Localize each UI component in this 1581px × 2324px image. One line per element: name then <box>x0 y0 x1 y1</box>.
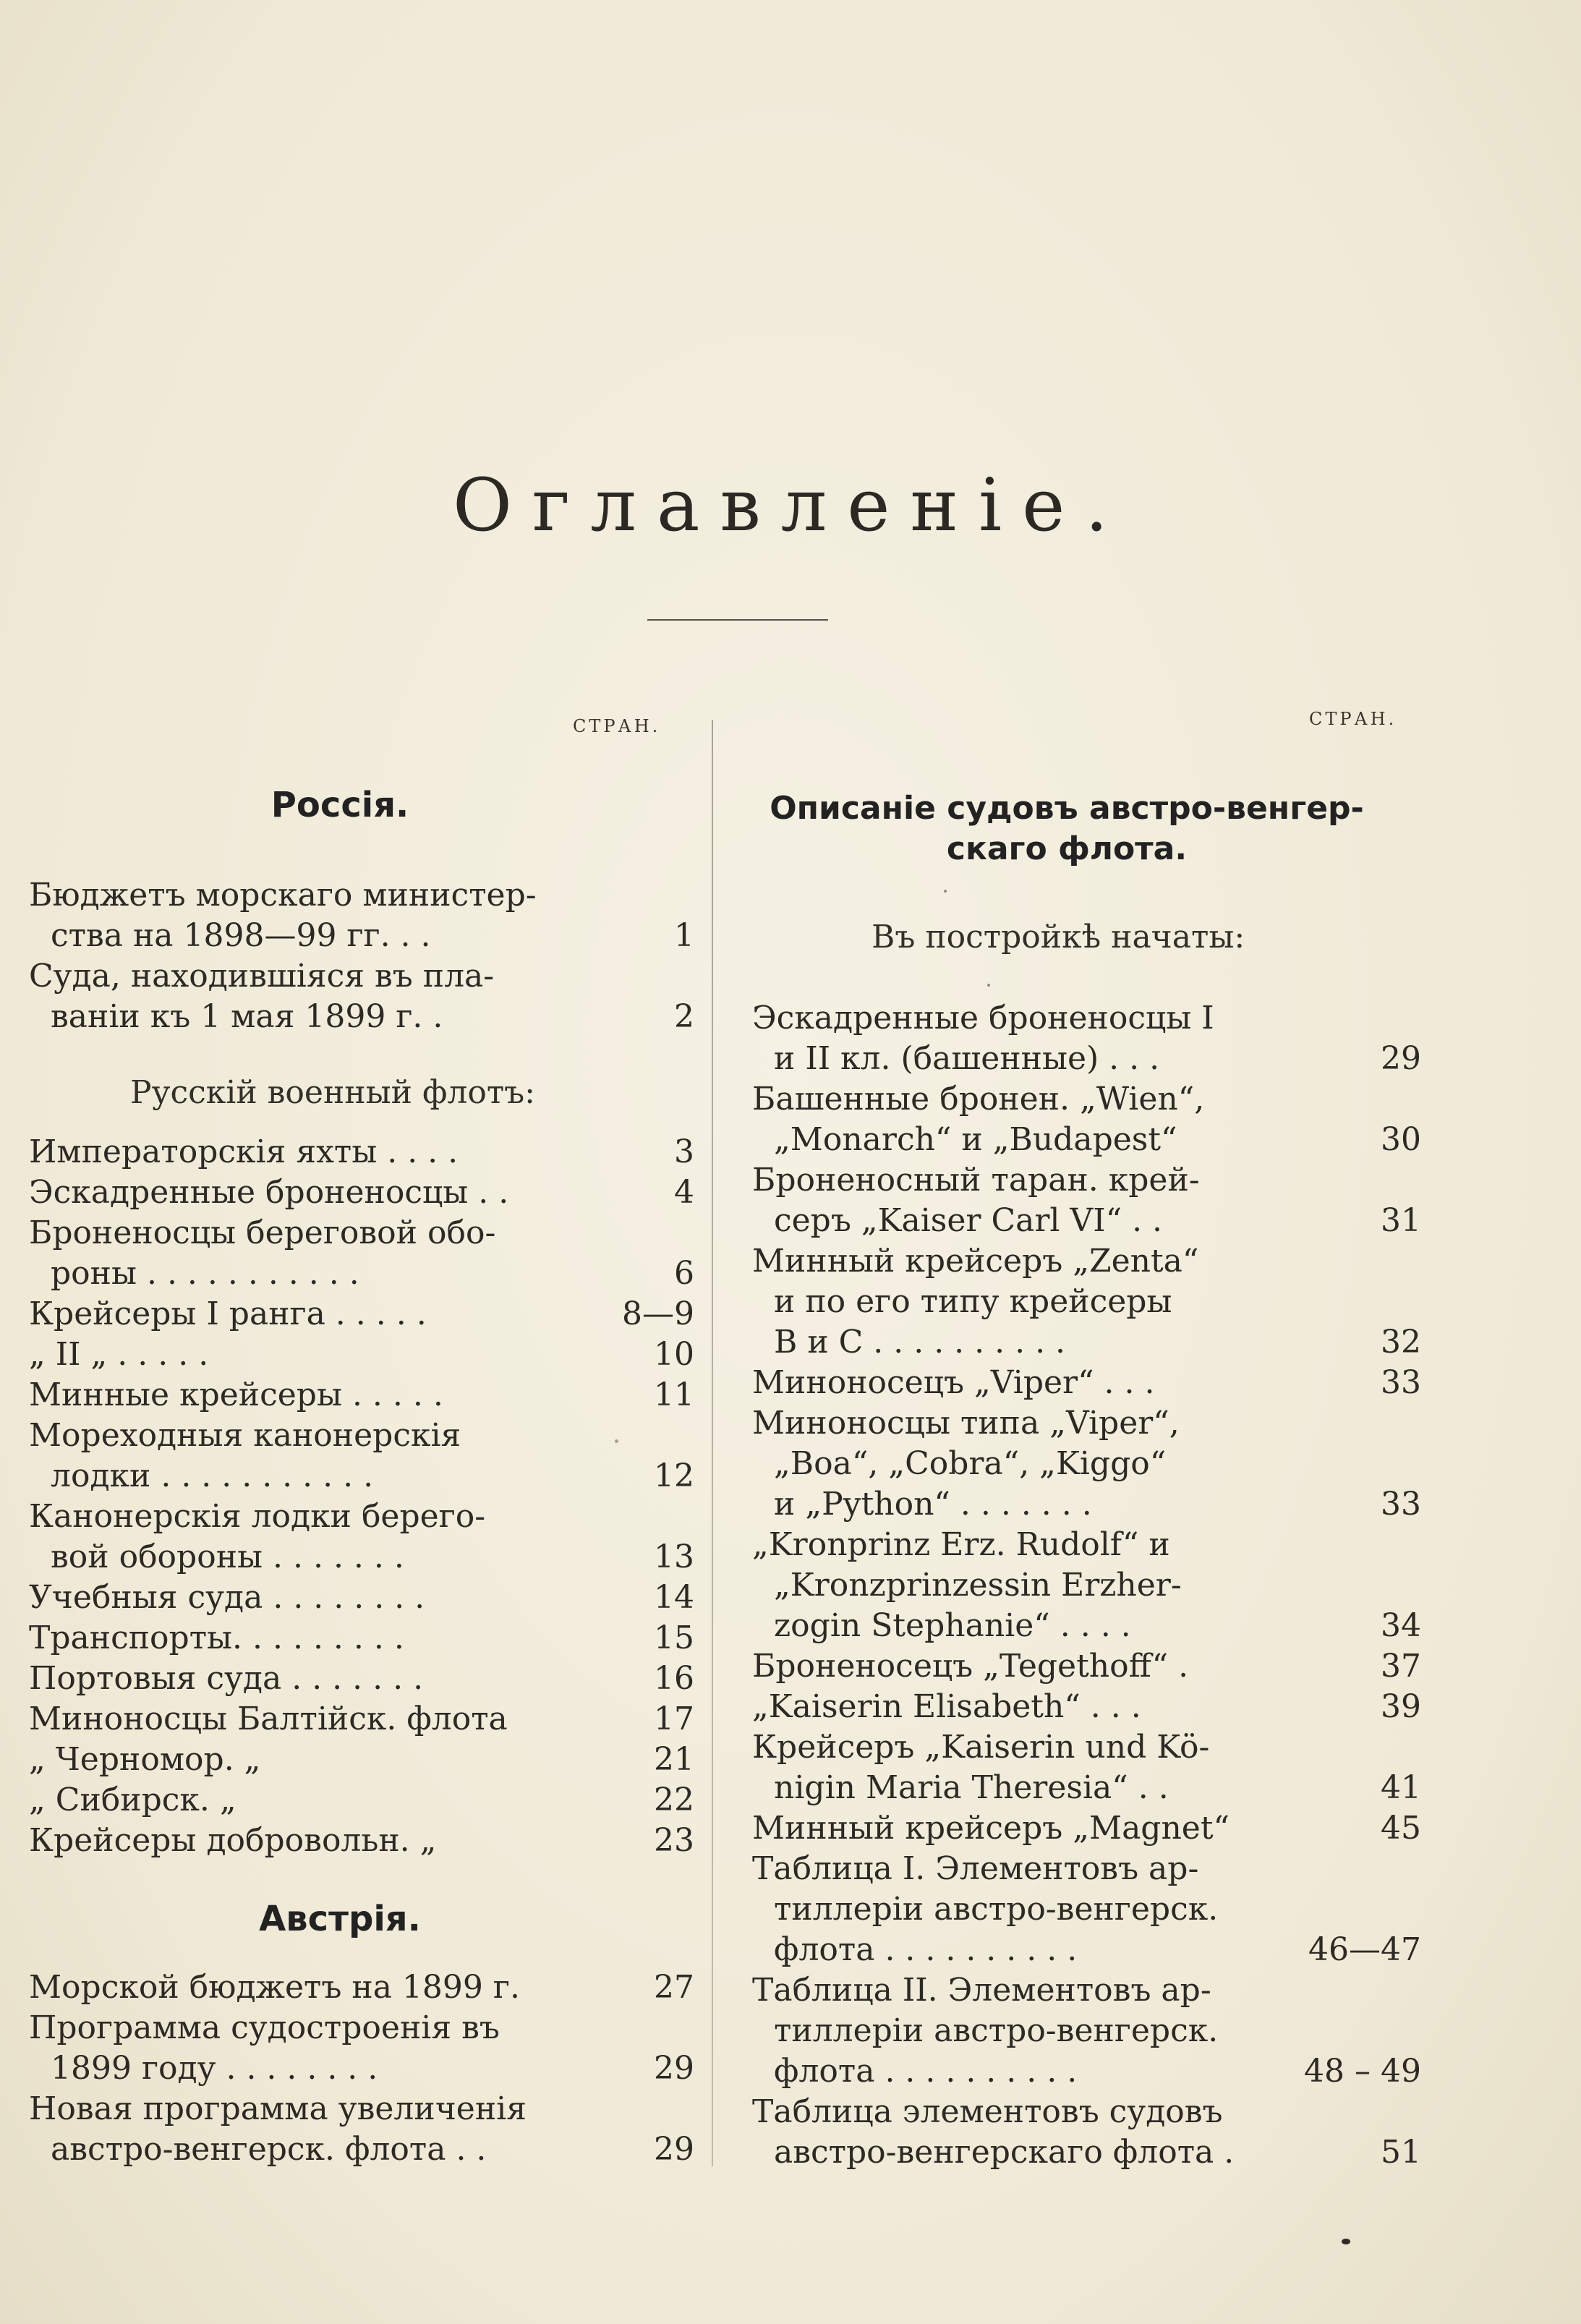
toc-entry-text: Таблица I. Элементовъ ар- <box>752 1850 1199 1887</box>
subheading-under-construction: Въ постройкѣ начаты: <box>872 919 1245 955</box>
toc-entry-line <box>752 1727 1421 1768</box>
toc-entry-page-number: 17 <box>654 1701 694 1737</box>
toc-entry-page-number: 29 <box>654 2050 694 2087</box>
toc-entry-line <box>29 1659 694 1699</box>
toc-entry-page-number: 37 <box>1381 1648 1421 1685</box>
toc-entry-text: „Boa“, „Cobra“, „Kiggo“ <box>774 1445 1167 1482</box>
paper-speck <box>615 1439 618 1443</box>
toc-entry-text: Учебныя суда . . . . . . . . <box>29 1579 425 1616</box>
toc-entry-line <box>29 916 694 956</box>
toc-entry-text: роны . . . . . . . . . . . <box>51 1255 359 1292</box>
toc-entry <box>752 1363 1421 1403</box>
toc-entry-line <box>29 2089 694 2129</box>
toc-entry <box>29 1375 694 1416</box>
toc-entry-text: Миноносцы типа „Viper“, <box>752 1405 1180 1442</box>
toc-entry <box>29 1213 694 1294</box>
toc-entry-page-number: 14 <box>654 1579 694 1616</box>
toc-entry <box>752 1160 1421 1241</box>
toc-entry-page-number: 39 <box>1381 1688 1421 1725</box>
toc-entry-text: „ II „ . . . . . <box>29 1336 209 1373</box>
toc-entry-line <box>752 1646 1421 1687</box>
toc-entry <box>29 1294 694 1335</box>
toc-entry-text: Портовыя суда . . . . . . . <box>29 1660 424 1697</box>
toc-entry-page-number: 29 <box>1381 1040 1421 1077</box>
toc-entry-line <box>29 2008 694 2048</box>
toc-entry-page-number: 27 <box>654 1969 694 2006</box>
toc-entry-line <box>752 1565 1421 1606</box>
toc-entry <box>29 2089 694 2170</box>
page-title: Оглавленіе. <box>452 463 1129 548</box>
toc-entry-text: Таблица элементовъ судовъ <box>752 2093 1223 2130</box>
toc-entry-text: „ Черномор. „ <box>29 1741 261 1778</box>
toc-entry-text: Эскадренные броненосцы . . <box>29 1174 509 1211</box>
toc-entry-line <box>29 1537 694 1578</box>
toc-entry <box>752 1727 1421 1808</box>
toc-entry-line <box>752 2011 1421 2051</box>
toc-entry-page-number: 30 <box>1381 1121 1421 1158</box>
toc-entry-line <box>29 997 694 1037</box>
toc-entry-text: Минный крейсеръ „Magnet“ <box>752 1810 1230 1847</box>
toc-entry-line <box>752 1363 1421 1403</box>
toc-entry-page-number: 6 <box>674 1255 694 1292</box>
toc-entry-text: и „Python“ . . . . . . . <box>774 1486 1092 1523</box>
toc-entry-line <box>29 1213 694 1253</box>
right-page-header: СТРАН. <box>1309 709 1397 729</box>
toc-entry-text: Канонерскія лодки берего- <box>29 1498 486 1535</box>
column-divider <box>712 720 713 2166</box>
toc-entry-text: Бюджетъ морскаго министер- <box>29 877 537 914</box>
toc-entry-line <box>29 1699 694 1740</box>
toc-entry-page-number: 1 <box>674 917 694 954</box>
toc-entry <box>29 875 694 956</box>
toc-entry <box>29 1967 694 2008</box>
section-heading-russia: Россія. <box>270 785 409 825</box>
toc-entry-text: Морской бюджетъ на 1899 г. <box>29 1969 520 2006</box>
toc-entry-line <box>752 1241 1421 1282</box>
toc-entry-text: Мореходныя канонерскія <box>29 1417 461 1454</box>
toc-entry-page-number: 15 <box>654 1619 694 1656</box>
toc-entry-line <box>29 1172 694 1213</box>
toc-entry <box>752 998 1421 1079</box>
toc-entry-line <box>29 1618 694 1659</box>
paper-speck <box>1342 2239 1350 2244</box>
toc-entry-page-number: 3 <box>674 1133 694 1170</box>
toc-entry-page-number: 4 <box>674 1174 694 1211</box>
toc-entry <box>752 1646 1421 1687</box>
toc-entry <box>752 1849 1421 1970</box>
toc-entry-text: nigin Maria Theresia“ . . <box>774 1769 1169 1806</box>
toc-entry-page-number: 22 <box>654 1782 694 1818</box>
toc-entry-text: Броненосный таран. крей- <box>752 1162 1200 1199</box>
toc-entry-line <box>752 1120 1421 1160</box>
toc-entry-page-number: 12 <box>654 1457 694 1494</box>
toc-entry-page-number: 8—9 <box>622 1295 694 1332</box>
toc-entry <box>29 1578 694 1618</box>
toc-entry-text: Минный крейсеръ „Zenta“ <box>752 1243 1199 1280</box>
section-heading-austria: Австрія. <box>259 1899 421 1939</box>
toc-entry-text: zogin Stephanie“ . . . . <box>774 1607 1131 1644</box>
toc-entry-line <box>752 2051 1421 2092</box>
toc-entry-page-number: 41 <box>1381 1769 1421 1806</box>
toc-entry-line <box>29 1578 694 1618</box>
toc-entry-text: Программа судостроенія въ <box>29 2009 500 2046</box>
toc-entry-text: серъ „Kaiser Carl VI“ . . <box>774 1202 1163 1239</box>
toc-entry <box>29 2008 694 2089</box>
toc-entry-text: ства на 1898—99 гг. . . <box>51 917 431 954</box>
toc-entry <box>29 956 694 1037</box>
toc-entry-text: вой обороны . . . . . . . <box>51 1538 404 1575</box>
toc-entry <box>752 1525 1421 1646</box>
toc-entry-line <box>752 1322 1421 1363</box>
toc-list-russian-fleet <box>29 1132 694 1861</box>
toc-entry-text: флота . . . . . . . . . . <box>774 2053 1078 2090</box>
toc-entry-line <box>29 1740 694 1780</box>
toc-entry-page-number: 2 <box>674 998 694 1035</box>
toc-entry-page-number: 32 <box>1381 1324 1421 1361</box>
toc-entry-text: Суда, находившіяся въ пла- <box>29 958 495 995</box>
toc-entry <box>752 2092 1421 2173</box>
toc-entry-text: Крейсеры добровольн. „ <box>29 1822 437 1859</box>
toc-entry-text: австро-венгерск. флота . . <box>51 2131 487 2168</box>
toc-entry-line <box>752 1606 1421 1646</box>
toc-entry-line <box>752 1201 1421 1241</box>
toc-entry-line <box>29 1416 694 1456</box>
toc-entry <box>29 1132 694 1172</box>
toc-list-russia <box>29 875 694 1037</box>
subheading-russian-fleet: Русскій военный флотъ: <box>130 1074 535 1111</box>
toc-entry-line <box>752 1687 1421 1727</box>
toc-entry-text: В и С . . . . . . . . . . <box>774 1324 1066 1361</box>
toc-entry <box>29 1780 694 1821</box>
toc-entry-line <box>29 1497 694 1537</box>
toc-entry-page-number: 45 <box>1381 1810 1421 1847</box>
toc-entry-page-number: 21 <box>654 1741 694 1778</box>
toc-entry <box>29 1335 694 1375</box>
title-divider <box>647 619 828 621</box>
toc-entry-text: „Kaiserin Elisabeth“ . . . <box>752 1688 1141 1725</box>
toc-entry <box>752 1241 1421 1363</box>
toc-entry-text: Эскадренные броненосцы I <box>752 1000 1214 1037</box>
toc-entry-line <box>29 2048 694 2089</box>
toc-entry-line <box>752 1282 1421 1322</box>
toc-entry-line <box>752 1160 1421 1201</box>
toc-list-austro-hungarian <box>752 998 1421 2173</box>
toc-entry <box>29 1416 694 1497</box>
toc-entry-text: тиллеріи австро-венгерск. <box>774 2012 1219 2049</box>
toc-entry <box>29 1618 694 1659</box>
toc-entry-page-number: 23 <box>654 1822 694 1859</box>
toc-entry-text: Новая программа увеличенія <box>29 2090 527 2127</box>
toc-entry-page-number: 33 <box>1381 1486 1421 1523</box>
toc-entry-text: 1899 году . . . . . . . . <box>51 2050 378 2087</box>
paper-speck <box>944 890 947 893</box>
toc-entry <box>29 1740 694 1780</box>
toc-entry-line <box>752 1079 1421 1120</box>
toc-entry-line <box>752 1039 1421 1079</box>
toc-entry-line <box>752 1444 1421 1484</box>
toc-entry-line <box>29 1132 694 1172</box>
toc-entry-line <box>29 1375 694 1416</box>
toc-entry-line <box>29 2129 694 2170</box>
toc-entry-text: Миноносцы Балтійск. флота <box>29 1701 508 1737</box>
toc-entry-page-number: 51 <box>1381 2134 1421 2171</box>
toc-entry-line <box>752 1808 1421 1849</box>
section-heading-line-1: Описаніе судовъ австро-венгер- <box>770 790 1364 827</box>
toc-entry-page-number: 13 <box>654 1538 694 1575</box>
toc-entry-text: Таблица II. Элементовъ ар- <box>752 1972 1211 2009</box>
toc-entry-text: Броненосцы береговой обо- <box>29 1214 496 1251</box>
toc-entry-page-number: 31 <box>1381 1202 1421 1239</box>
toc-entry-text: Транспорты. . . . . . . . . <box>29 1619 404 1656</box>
toc-entry-text: „Kronprinz Erz. Rudolf“ и <box>752 1526 1170 1563</box>
toc-entry-line <box>752 998 1421 1039</box>
toc-entry-line <box>29 875 694 916</box>
toc-entry-text: „Monarch“ и „Budapest“ <box>774 1121 1177 1158</box>
toc-entry-text: и по его типу крейсеры <box>774 1283 1172 1320</box>
toc-entry-line <box>29 1294 694 1335</box>
toc-entry-text: „Kronzprinzessin Erzher- <box>774 1567 1182 1604</box>
toc-entry-text: тиллеріи австро-венгерск. <box>774 1891 1219 1928</box>
toc-entry-text: ваніи къ 1 мая 1899 г. . <box>51 998 443 1035</box>
toc-entry-line <box>752 2092 1421 2132</box>
toc-entry <box>29 1497 694 1578</box>
toc-entry <box>29 1821 694 1861</box>
toc-entry <box>752 1970 1421 2092</box>
toc-entry-text: „ Сибирск. „ <box>29 1782 236 1818</box>
section-heading-austro-hungarian <box>752 788 1381 869</box>
toc-entry <box>29 1172 694 1213</box>
toc-entry-page-number: 34 <box>1381 1607 1421 1644</box>
toc-entry-page-number: 46—47 <box>1308 1931 1421 1968</box>
toc-entry-page-number: 33 <box>1381 1364 1421 1401</box>
toc-list-austria <box>29 1967 694 2170</box>
toc-entry-text: Башенные бронен. „Wien“, <box>752 1081 1205 1118</box>
toc-entry-text: флота . . . . . . . . . . <box>774 1931 1078 1968</box>
toc-entry-line <box>752 1768 1421 1808</box>
toc-entry-page-number: 11 <box>654 1376 694 1413</box>
toc-entry-page-number: 10 <box>654 1336 694 1373</box>
toc-entry-line <box>29 1456 694 1497</box>
toc-entry-line <box>752 1403 1421 1444</box>
left-page-header: СТРАН. <box>573 716 661 736</box>
toc-entry-line <box>29 1780 694 1821</box>
toc-entry-line <box>752 1484 1421 1525</box>
toc-entry-text: Минные крейсеры . . . . . <box>29 1376 443 1413</box>
toc-entry-text: и II кл. (башенные) . . . <box>774 1040 1160 1077</box>
toc-entry-text: австро-венгерскаго флота . <box>774 2134 1235 2171</box>
paper-speck <box>987 984 990 987</box>
toc-entry-text: Императорскія яхты . . . . <box>29 1133 459 1170</box>
section-heading-line-2: скаго флота. <box>946 830 1188 867</box>
toc-entry-text: Крейсеры I ранга . . . . . <box>29 1295 427 1332</box>
toc-entry-line <box>752 1849 1421 1889</box>
toc-entry <box>752 1079 1421 1160</box>
toc-entry-line <box>29 1335 694 1375</box>
toc-entry-line <box>29 1821 694 1861</box>
toc-entry-page-number: 16 <box>654 1660 694 1697</box>
toc-entry-line <box>29 1253 694 1294</box>
toc-entry-page-number: 48 – 49 <box>1304 2053 1421 2090</box>
toc-entry-text: лодки . . . . . . . . . . . <box>51 1457 374 1494</box>
toc-entry-line <box>752 1889 1421 1930</box>
toc-entry-text: Броненосецъ „Tegethoff“ . <box>752 1648 1189 1685</box>
toc-entry-line <box>752 1970 1421 2011</box>
toc-entry <box>752 1403 1421 1525</box>
toc-entry-text: Крейсеръ „Kaiserin und Kö- <box>752 1729 1210 1766</box>
toc-entry-line <box>29 956 694 997</box>
toc-entry-line <box>752 1525 1421 1565</box>
toc-entry-page-number: 29 <box>654 2131 694 2168</box>
toc-entry-line <box>752 2132 1421 2173</box>
toc-entry <box>29 1699 694 1740</box>
toc-entry-text: Миноносецъ „Viper“ . . . <box>752 1364 1155 1401</box>
toc-entry <box>29 1659 694 1699</box>
toc-entry <box>752 1808 1421 1849</box>
toc-entry <box>752 1687 1421 1727</box>
toc-entry-line <box>752 1930 1421 1970</box>
toc-entry-line <box>29 1967 694 2008</box>
